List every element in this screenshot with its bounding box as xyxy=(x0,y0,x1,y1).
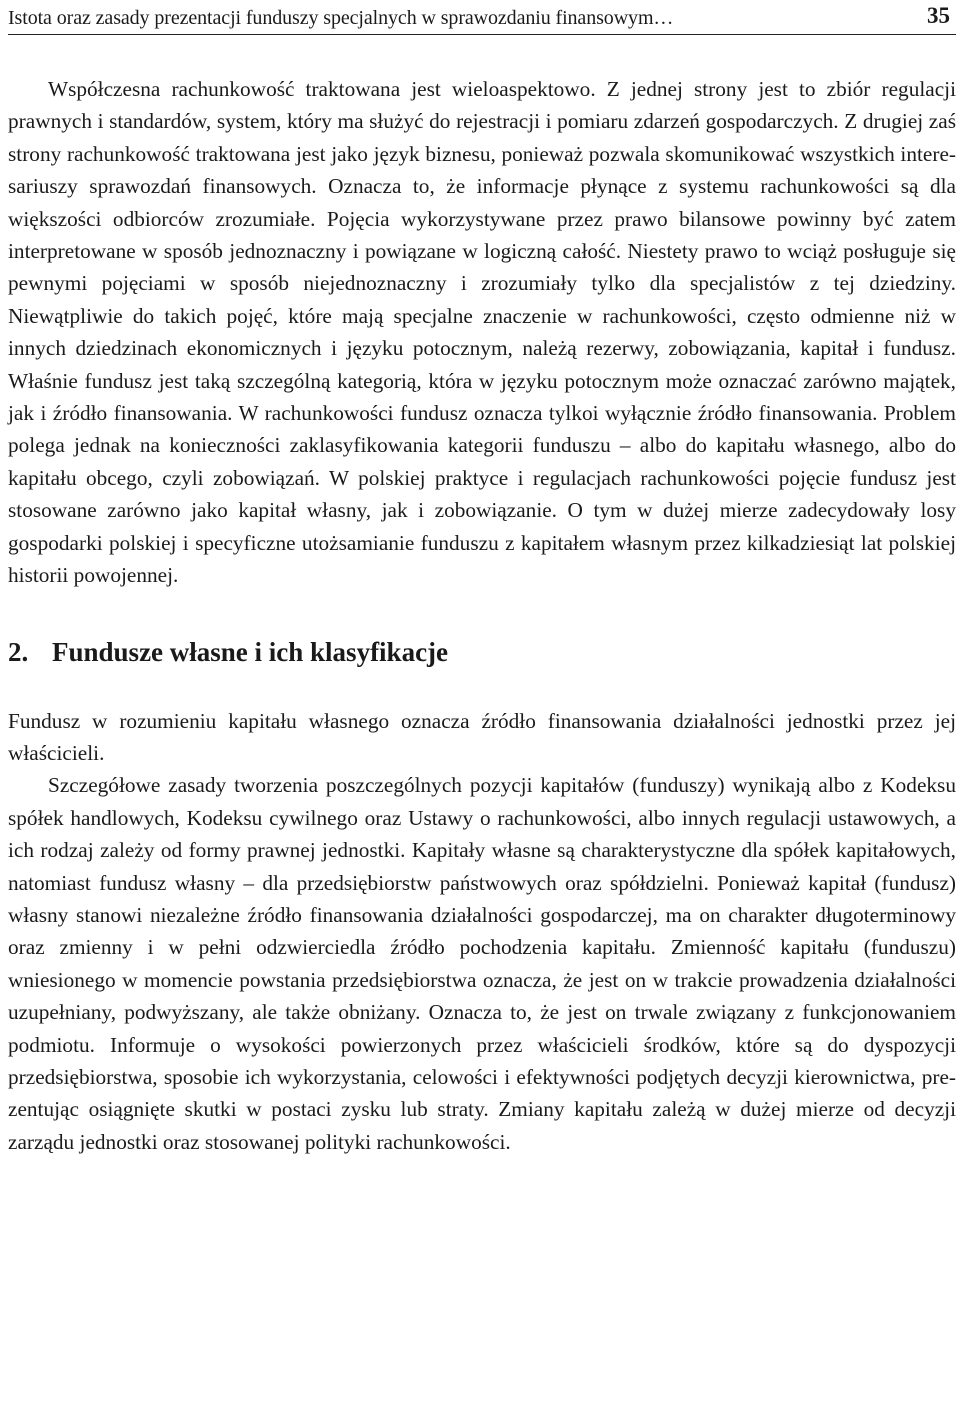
section-paragraph-intro: Fundusz w rozumieniu kapitału własnego oznacza źródło finansowania działalności jednostki przez jej właścicieli. xyxy=(8,708,956,765)
body-paragraph: Współczesna rachunkowość traktowana jest wieloaspektowo. Z jednej strony jest to zbiór regulacji prawnych i standardów, system, który ma służyć do rejestracji i pomiaru zdarzeń gospodarczych. Z drugiej zaś strony rachunkowość traktowana jest jako język biznesu, ponieważ pozwala skomunikować wszystkich interesariuszy sprawozdań finansowych. Oznacza to, że informacje płynące z systemu rachunkowości są dla większości odbiorców zrozumiałe. Pojęcia wykorzystywane przez prawo bilansowe powinny być zatem interpretowane w sposób jednoznaczny i powiązane w logiczną całość. Niestety prawo to wciąż posługuje się pewnymi pojęciami w sposób niejednoznaczny i zrozumiały tylko dla specjalistów z tej dziedziny. Niewątpliwie do takich pojęć, które mają specjalne znaczenie w rachunkowości, często odmienne niż w innych dziedzinach ekonomicznych i języku potocznym, należą rezerwy, zobowiązania, kapitał i fundusz. Właśnie fundusz jest taką szczególną kategorią, która w języku potocznym może oznaczać zarówno majątek, jak i źródło finansowania. W rachunkowości fundusz oznacza tylkoi wyłącznie źródło finansowania. Problem polega jednak na konieczności zaklasyfikowania kategorii funduszu – albo do kapitału własnego, albo do kapitału obcego, czyli zobowiązań. W polskiej praktyce i regulacjach rachunkowości pojęcie fundusz jest stosowane zarówno jako kapitał własny, jak i zobowiązanie. O tym w dużej mierze zadecydowały losy gospodarki polskiej i specyficzne utożsamianie funduszu z kapitałem własnym przez kilkadziesiąt lat polskiej historii powojennej. xyxy=(8,77,956,588)
running-head-title: Istota oraz zasady prezentacji funduszy specjalnych w sprawozdaniu finansowym… xyxy=(8,7,674,29)
section-paragraph: Szczegółowe zasady tworzenia poszczególnych pozycji kapitałów (funduszy) wynikają albo z Kodeksu spółek handlowych, Kodeksu cywilnego oraz Ustawy o rachunkowości, albo innych regulacji ustawowych, a ich rodzaj zależy od formy prawnej jednostki. Kapitały własne są charakterystyczne dla spółek kapitałowych, natomiast fundusz własny – dla przedsiębiorstw państwowych oraz spółdzielni. Ponieważ kapitał (fundusz) własny stanowi niezależne źródło finansowania działalności gospodarczej, ma on charakter długoterminowy oraz zmienny i w pełni odzwierciedla źródło pochodzenia kapitału. Zmienność kapitału (funduszu) wniesionego w momencie powstania przedsiębiorstwa oznacza, że jest on w trakcie prowadzenia działalności uzupełniany, podwyższany, ale także obniżany. Oznacza to, że jest on trwale związany z funkcjonowaniem podmiotu. Informuje o wysokości powierzonych przez właścicieli środków, które są do dyspozycji przedsiębiorstwa, sposobie ich wykorzystania, celowości i efektywności podjętych decyzji kierownictwa, prezentując osiągnięte skutki w postaci zysku lub straty. Zmiany kapitału zależą w dużej mierze od decyzji zarządu jednostki oraz stosowanej polityki rachunkowości. xyxy=(8,773,956,1154)
section-number: 2. xyxy=(8,636,29,667)
page-number: 35 xyxy=(927,3,950,28)
section-heading xyxy=(8,632,956,672)
running-head xyxy=(8,4,956,35)
section-title: Fundusze własne i ich klasyfikacje xyxy=(52,636,449,667)
